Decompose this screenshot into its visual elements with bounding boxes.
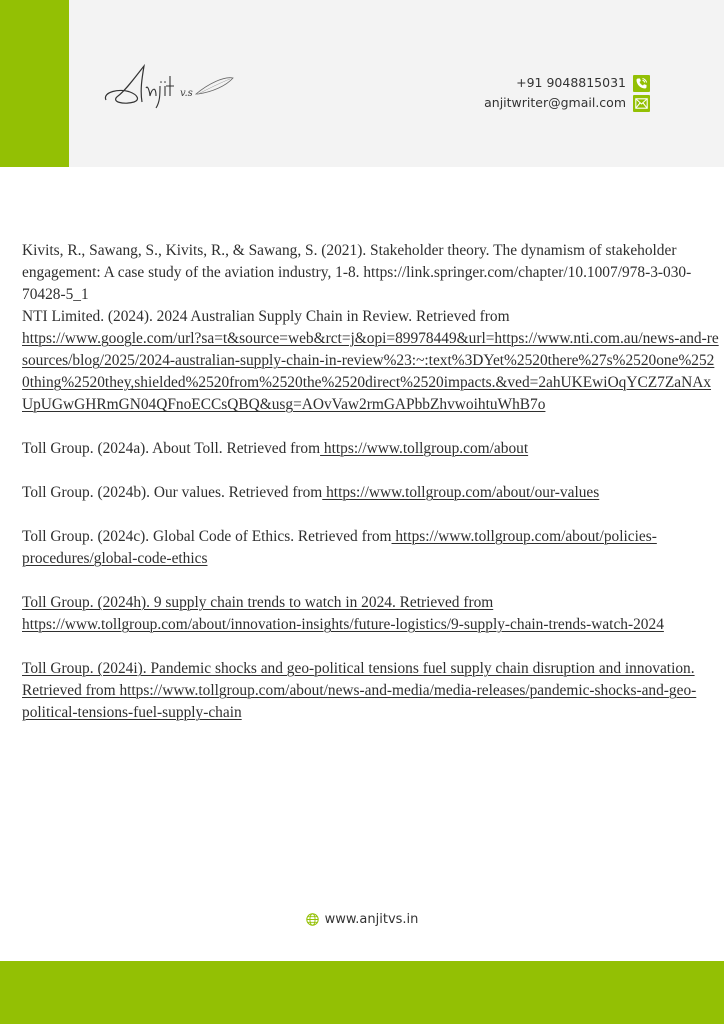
reference-link[interactable]: Toll Group. (2024h). 9 supply chain trends to watch in 2024. Retrieved from https://www.tollgroup.com/about/innovation-insights/future-logistics/9-supply-chain-trends-watch-2024 — [22, 594, 664, 633]
reference-text: Kivits, R., Sawang, S., Kivits, R., & Sawang, S. (2021). Stakeholder theory. The dynamism of stakeholder engagement: A case study of the aviation industry, 1-8. https://link.springer.com/chapter/10.1007/978-3-030-70428-5_1 — [22, 242, 692, 303]
header-accent-bar — [0, 0, 69, 167]
contact-info — [484, 73, 650, 113]
email-row — [484, 93, 650, 113]
signature-logo — [100, 62, 235, 114]
reference-kivits — [22, 240, 722, 306]
email-address[interactable]: anjitwriter@gmail.com — [484, 95, 626, 110]
reference-toll-c — [22, 526, 722, 570]
website-link[interactable]: www.anjitvs.in — [324, 912, 419, 927]
reference-text: Toll Group. (2024c). Global Code of Ethics. Retrieved from — [22, 528, 392, 545]
reference-link[interactable]: Toll Group. (2024i). Pandemic shocks and geo-political tensions fuel supply chain disruption and innovation. Retrieved from https://www.tollgroup.com/about/news-and-media/media-releases/pandemic-shocks-and-geo-political-tensions-fuel-supply-chain — [22, 660, 697, 721]
reference-link[interactable]: https://www.google.com/url?sa=t&source=web&rct=j&opi=89978449&url=https://www.nti.com.au/news-and-resources/blog/2025/2024-australian-supply-chain-in-review%23:~:text%3DYet%2520there%27s%2520one%2520thing%2520they,shielded%2520from%2520the%2520direct%2520impacts.&ved=2ahUKEwiOqYCZ7ZaNAxUpUGwGHRmGN04QFnoECCsQBQ&usg=AOvVaw2rmGAPbbZhvwoihtuWhB7o — [22, 330, 719, 413]
svg-text:v.s: v.s — [180, 88, 193, 99]
globe-icon — [306, 913, 319, 926]
envelope-icon — [633, 95, 650, 112]
page-header — [0, 0, 724, 167]
reference-link[interactable]: https://www.tollgroup.com/about/our-values — [322, 484, 600, 501]
reference-toll-a — [22, 438, 722, 460]
footer-website — [0, 912, 724, 927]
reference-toll-i — [22, 658, 722, 724]
reference-nti — [22, 306, 722, 416]
phone-row — [484, 73, 650, 93]
reference-toll-h — [22, 592, 722, 636]
reference-text: Toll Group. (2024a). About Toll. Retrieved from — [22, 440, 321, 457]
reference-list — [22, 240, 722, 724]
phone-number[interactable]: +91 9048815031 — [516, 75, 626, 90]
phone-icon — [633, 75, 650, 92]
reference-toll-b — [22, 482, 722, 504]
reference-text: NTI Limited. (2024). 2024 Australian Supply Chain in Review. Retrieved from — [22, 308, 510, 325]
footer-bar — [0, 961, 724, 1024]
reference-link[interactable]: https://www.tollgroup.com/about — [320, 440, 529, 457]
reference-text: Toll Group. (2024b). Our values. Retrieved from — [22, 484, 323, 501]
reference-link[interactable]: https://www.tollgroup.com/about/policies-procedures/global-code-ethics — [22, 528, 657, 567]
